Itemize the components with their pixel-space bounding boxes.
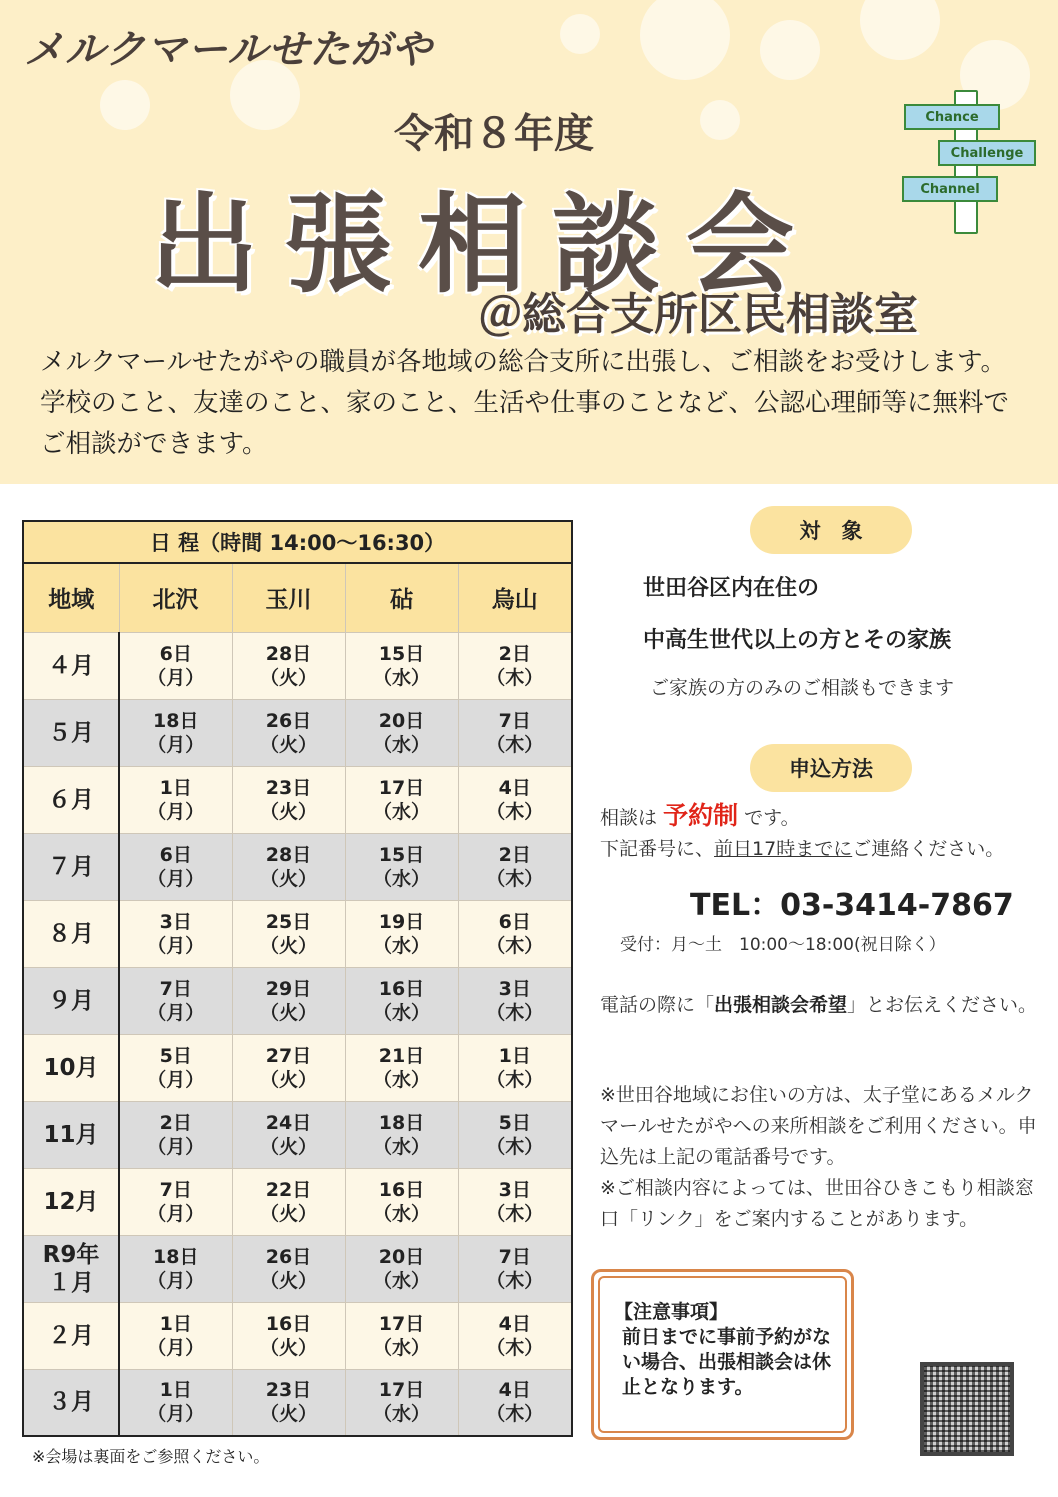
column-header-kinuta: 砧 [345,563,458,632]
date-cell-tamagawa: 28日 （火） [232,632,345,699]
month-cell: ７月 [23,833,119,900]
date-cell-karasuyama: 4日 （木） [458,1369,572,1436]
apply-line-1 [600,800,1040,834]
phone-keyword: 出張相談会希望 [714,994,848,1016]
table-row [23,1034,572,1101]
date-cell-kitazawa: 18日 （月） [119,1235,232,1302]
table-row [23,1369,572,1436]
apply-line-2 [600,834,1050,865]
date-cell-kinuta: 20日 （水） [345,699,458,766]
table-row [23,1302,572,1369]
notice-box [591,1269,854,1440]
date-cell-karasuyama: 2日 （木） [458,632,572,699]
intro-paragraph: メルクマールせたがやの職員が各地域の総合支所に出張し、ご相談をお受けします。学校のこと、友達のこと、家のこと、生活や仕事のことなど、公認心理師等に無料でご相談ができます。 [40,347,1010,459]
date-cell-tamagawa: 26日 （火） [232,1235,345,1302]
date-cell-karasuyama: 2日 （木） [458,833,572,900]
month-cell: R9年 １月 [23,1235,119,1302]
phone-instruction [600,990,1050,1021]
header-banner [0,0,1058,484]
fiscal-year: 令和８年度 [394,111,594,157]
date-cell-tamagawa: 27日 （火） [232,1034,345,1101]
date-cell-kinuta: 15日 （水） [345,632,458,699]
date-cell-tamagawa: 24日 （火） [232,1101,345,1168]
phone-number: TEL：03-3414-7867 [690,888,1014,923]
target-line-1: 世田谷区内在住の [643,576,820,601]
date-cell-kinuta: 20日 （水） [345,1235,458,1302]
date-cell-karasuyama: 7日 （木） [458,699,572,766]
setagaya-note: ※世田谷地域にお住いの方は、太子堂にあるメルクマールせたがやへの来所相談をご利用ください。申込先は上記の電話番号です。 [600,1084,1037,1168]
column-header-tamagawa: 玉川 [232,563,345,632]
venue-footnote: ※会場は裏面をご参照ください。 [32,1447,270,1466]
date-cell-kinuta: 17日 （水） [345,1369,458,1436]
table-row [23,900,572,967]
signpost-illustration [898,88,1040,238]
schedule-caption: 日 程（時間 14:00～16:30） [23,521,572,563]
sign-chance: Chance [904,104,1000,130]
table-row [23,833,572,900]
date-cell-kitazawa: 2日 （月） [119,1101,232,1168]
bokeh-decoration [760,20,820,80]
bokeh-decoration [640,0,730,80]
date-cell-kinuta: 17日 （水） [345,766,458,833]
phone-instruction-post: 」とお伝えください。 [847,994,1038,1016]
phone-instruction-pre: 電話の際に「 [600,994,715,1016]
reception-hours: 受付：月～土 10:00～18:00(祝日除く） [620,935,946,955]
notice-body: 前日までに事前予約がない場合、出張相談会は休止となります。 [622,1326,832,1398]
date-cell-kinuta: 16日 （水） [345,1168,458,1235]
date-cell-tamagawa: 22日 （火） [232,1168,345,1235]
venue-subtitle: ＠総合支所区民相談室 [478,289,918,340]
apply-line-2-post: ご連絡ください。 [852,838,1005,860]
month-cell: ４月 [23,632,119,699]
column-header-karasuyama: 烏山 [458,563,572,632]
date-cell-kitazawa: 1日 （月） [119,1302,232,1369]
date-cell-kitazawa: 6日 （月） [119,632,232,699]
date-cell-tamagawa: 26日 （火） [232,699,345,766]
org-name: メルクマールせたがや [24,27,433,73]
date-cell-tamagawa: 25日 （火） [232,900,345,967]
date-cell-kitazawa: 1日 （月） [119,1369,232,1436]
schedule-body [23,632,572,1436]
deadline-underlined: 前日17時までに [714,838,853,860]
date-cell-kitazawa: 1日 （月） [119,766,232,833]
date-cell-kitazawa: 3日 （月） [119,900,232,967]
date-cell-karasuyama: 1日 （木） [458,1034,572,1101]
month-cell: ６月 [23,766,119,833]
column-header-kitazawa: 北沢 [119,563,232,632]
bokeh-decoration [560,14,600,54]
month-cell: 11月 [23,1101,119,1168]
date-cell-kitazawa: 7日 （月） [119,1168,232,1235]
month-cell: ３月 [23,1369,119,1436]
target-note: ご家族の方のみのご相談もできます [650,677,955,699]
table-row [23,632,572,699]
date-cell-kinuta: 21日 （水） [345,1034,458,1101]
apply-line-1-post: です。 [744,807,800,829]
date-cell-karasuyama: 5日 （木） [458,1101,572,1168]
apply-label: 申込方法 [750,744,912,792]
month-cell: ２月 [23,1302,119,1369]
notice-title: 【注意事項】 [614,1301,729,1323]
sign-channel: Channel [902,176,998,202]
table-row [23,1168,572,1235]
schedule-table [22,520,573,1437]
month-cell: 12月 [23,1168,119,1235]
bokeh-decoration [700,100,740,140]
reservation-required: 予約制 [663,801,739,830]
date-cell-karasuyama: 6日 （木） [458,900,572,967]
page-title: 出張相談会 [150,183,821,308]
date-cell-tamagawa: 29日 （火） [232,967,345,1034]
bokeh-decoration [860,0,940,60]
table-row [23,766,572,833]
bokeh-decoration [100,80,150,130]
month-cell: ８月 [23,900,119,967]
target-line-2: 中高生世代以上の方とその家族 [643,628,952,653]
column-header-area: 地域 [23,563,119,632]
link-note: ※ご相談内容によっては、世田谷ひきこもり相談窓口「リンク」をご案内することがあります。 [600,1177,1034,1230]
date-cell-kinuta: 16日 （水） [345,967,458,1034]
date-cell-kitazawa: 7日 （月） [119,967,232,1034]
apply-line-1-pre: 相談は [600,807,658,829]
date-cell-kitazawa: 18日 （月） [119,699,232,766]
date-cell-tamagawa: 23日 （火） [232,1369,345,1436]
date-cell-kinuta: 18日 （水） [345,1101,458,1168]
table-row [23,699,572,766]
date-cell-tamagawa: 23日 （火） [232,766,345,833]
date-cell-kinuta: 19日 （水） [345,900,458,967]
date-cell-tamagawa: 28日 （火） [232,833,345,900]
notice-inner [598,1276,847,1433]
apply-line-2-pre: 下記番号に、 [600,838,715,860]
date-cell-kinuta: 15日 （水） [345,833,458,900]
table-row [23,967,572,1034]
month-cell: ５月 [23,699,119,766]
date-cell-karasuyama: 7日 （木） [458,1235,572,1302]
date-cell-karasuyama: 4日 （木） [458,1302,572,1369]
date-cell-karasuyama: 4日 （木） [458,766,572,833]
month-cell: 10月 [23,1034,119,1101]
date-cell-kinuta: 17日 （水） [345,1302,458,1369]
date-cell-karasuyama: 3日 （木） [458,1168,572,1235]
date-cell-karasuyama: 3日 （木） [458,967,572,1034]
table-row [23,1235,572,1302]
sign-challenge: Challenge [938,140,1036,166]
month-cell: ９月 [23,967,119,1034]
table-row [23,1101,572,1168]
date-cell-kitazawa: 6日 （月） [119,833,232,900]
qr-code[interactable] [920,1362,1014,1456]
target-label: 対 象 [750,506,912,554]
date-cell-kitazawa: 5日 （月） [119,1034,232,1101]
date-cell-tamagawa: 16日 （火） [232,1302,345,1369]
